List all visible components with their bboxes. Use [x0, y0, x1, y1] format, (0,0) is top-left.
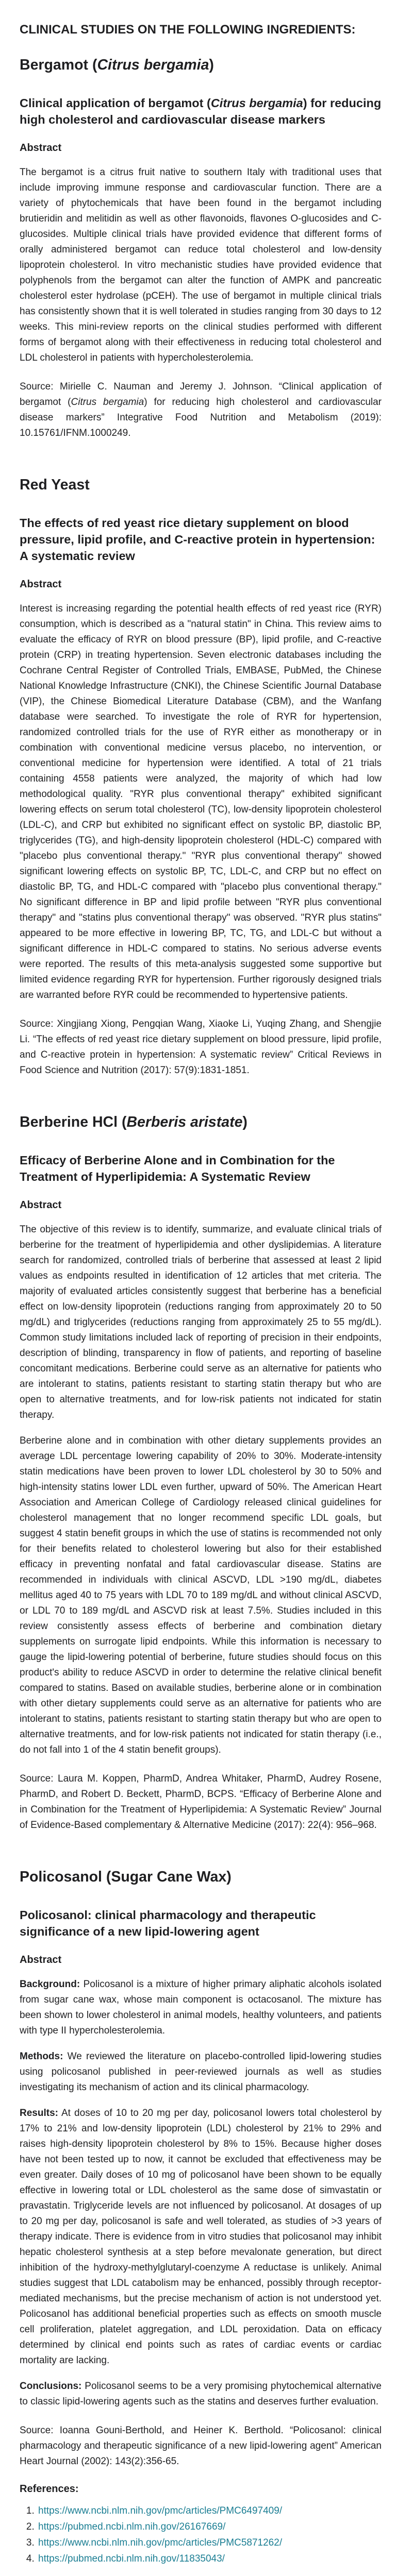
bergamot-source: Source: Mirielle C. Nauman and Jeremy J. Johnson. “Clinical application of bergamot (Citrus bergamia) for reducing high cholesterol and cardiovascular disease markers” Integrative Food Nutrition and Metabolism (2019): 10.15761/IFNM.1000249. [20, 381, 382, 438]
section-policosanol [20, 1868, 382, 2469]
page-title: CLINICAL STUDIES ON THE FOLLOWING INGREDIENTS: [20, 23, 356, 37]
policosanol-heading: Policosanol (Sugar Cane Wax) [20, 1869, 232, 1886]
reference-link-1[interactable]: https://www.ncbi.nlm.nih.gov/pmc/articles/PMC6497409/ [38, 2505, 283, 2517]
conclusions-text: Policosanol seems to be a very promising phytochemical alternative to classic lipid-lowering agents such as the statins and deserves further evaluation. [20, 2381, 382, 2408]
section-red-yeast [20, 476, 382, 1078]
references-heading: References: [20, 2483, 79, 2495]
berberine-study-title: Efficacy of Berberine Alone and in Combination for the Treatment of Hyperlipidemia: A Systematic Review [20, 1154, 335, 1184]
section-bergamot [20, 56, 382, 441]
results-text: At doses of 10 to 20 mg per day, policosanol lowers total cholesterol by 17% to 21% and low-density lipoprotein (LDL) cholesterol by 21% to 29% and raises high-density lipoprotein cholesterol by 8% to 15%. Because higher doses have not been tested up to now, it cannot be excluded that effectiveness may be even greater. Daily doses of 10 mg of policosanol have been shown to be equally effective in lowering total or LDL cholesterol as the same dose of simvastatin or pravastatin. Triglyceride levels are not influenced by policosanol. At dosages of up to 20 mg per day, policosanol is safe and well tolerated, as studies of >3 years of therapy indicate. There is evidence from in vitro studies that policosanol may inhibit hepatic cholesterol synthesis at a step before mevalonate generation, but direct inhibition of the hydroxy-methylglutaryl-coenzyme A reductase is unlikely. Animal studies suggest that LDL catabolism may be enhanced, possibly through receptor-mediated mechanisms, but the precise mechanism of action is not understood yet. Policosanol has additional beneficial properties such as effects on smooth muscle cell proliferation, platelet aggregation, and LDL peroxidation. Data on efficacy determined by clinical end points such as rates of cardiac events or cardiac mortality are lacking. [20, 2108, 382, 2366]
bergamot-abstract-label: Abstract [20, 142, 62, 154]
results-label: Results: [20, 2108, 58, 2119]
policosanol-conclusions-paragraph [20, 2379, 382, 2410]
background-text: Policosanol is a mixture of higher primary aliphatic alcohols isolated from sugar cane wax, whose main component is octacosanol. The mixture has been shown to lower cholesterol in animal models, healthy volunteers, and patients with type II hypercholesterolemia. [20, 1979, 382, 2037]
section-references [20, 2483, 382, 2567]
reference-link-3[interactable]: https://www.ncbi.nlm.nih.gov/pmc/articles/PMC5871262/ [38, 2537, 283, 2549]
bergamot-study-title: Clinical application of bergamot (Citrus bergamia) for reducing high cholesterol and cardiovascular disease markers [20, 96, 382, 126]
policosanol-study-title: Policosanol: clinical pharmacology and therapeutic significance of a new lipid-lowering agent [20, 1908, 316, 1939]
references-list [20, 2503, 382, 2567]
berberine-heading: Berberine HCl (Berberis aristate) [20, 1113, 248, 1130]
reference-link-4[interactable]: https://pubmed.ncbi.nlm.nih.gov/11835043/ [38, 2553, 225, 2565]
berberine-source: Source: Laura M. Koppen, PharmD, Andrea Whitaker, PharmD, Audrey Rosene, PharmD, and Robert D. Beckett, PharmD, BCPS. “Efficacy of Berberine Alone and in Combination for the Treatment of Hyperlipidemia: A Systematic Review” Journal of Evidence-Based complementary & Alternative Medicine (2017): 22(4): 956–968. [20, 1773, 382, 1831]
policosanol-methods-paragraph [20, 2049, 382, 2095]
berberine-abstract-paragraph-1: The objective of this review is to identify, summarize, and evaluate clinical trials of berberine for the treatment of hyperlipidemia and other dyslipidemias. A literature search for randomized, controlled trials of berberine that assessed at least 2 lipid values as endpoints resulted in identification of 12 articles that met criteria. The majority of evaluated articles consistently suggest that berberine has a beneficial effect on low-density lipoprotein (reductions ranging from approximately 20 to 50 mg/dL) and triglycerides (reductions ranging from approximately 25 to 55 mg/dL). Common study limitations included lack of reporting of precision in their endpoints, description of blinding, transparency in flow of patients, and reporting of baseline concomitant medications. Berberine could serve as an alternative for patients who are intolerant to statins, patients resistant to starting statin therapy but who are open to alternative treatments, and for low-risk patients not indicated for statin therapy. [20, 1224, 382, 1421]
red-yeast-heading: Red Yeast [20, 476, 90, 493]
background-label: Background: [20, 1979, 80, 1990]
berberine-abstract-label: Abstract [20, 1199, 62, 1211]
reference-link-2[interactable]: https://pubmed.ncbi.nlm.nih.gov/26167669/ [38, 2521, 226, 2533]
section-berberine [20, 1113, 382, 1833]
policosanol-abstract-label: Abstract [20, 1954, 62, 1966]
methods-text: We reviewed the literature on placebo-controlled lipid-lowering studies using policosanol published in peer-reviewed journals as well as studies investigating its mechanism of action and its clinical pharmacology. [20, 2051, 382, 2093]
red-yeast-source: Source: Xingjiang Xiong, Pengqian Wang, Xiaoke Li, Yuqing Zhang, and Shengjie Li. “The effects of red yeast rice dietary supplement on blood pressure, lipid profile, and C-reactive protein in hypertension: A systematic review” Critical Reviews in Food Science and Nutrition (2017): 57(9):1831-1851. [20, 1018, 382, 1076]
policosanol-results-paragraph [20, 2106, 382, 2368]
red-yeast-study-title: The effects of red yeast rice dietary supplement on blood pressure, lipid profile, and C-reactive protein in hypertension: A systematic review [20, 516, 375, 563]
bergamot-heading: Bergamot (Citrus bergamia) [20, 56, 214, 73]
list-item [37, 2503, 382, 2519]
red-yeast-abstract-text: Interest is increasing regarding the potential health effects of red yeast rice (RYR) consumption, which is described as a "natural statin" in China. This review aims to evaluate the efficacy of RYR on blood pressure (BP), lipid profile, and C-reactive protein (CRP) in treating hypertension. Seven electronic databases including the Cochrane Central Register of Controlled Trials, EMBASE, PubMed, the Chinese National Knowledge Infrastructure (CNKI), the Chinese Scientific Journal Database (VIP), the Chinese Biomedical Literature Database (CBM), and the Wanfang database were searched. To investigate the role of RYR for hypertension, randomized controlled trials for the use of RYR either as monotherapy or in combination with conventional medicine versus placebo, no intervention, or conventional medicine for hypertension were identified. A total of 21 trials containing 4558 patients were analyzed, the majority of which had low methodological quality. "RYR plus conventional therapy" exhibited significant lowering effects on serum total cholesterol (TC), low-density lipoprotein cholesterol (LDL-C), and CRP but exhibited no significant effect on systolic BP, diastolic BP, triglycerides (TG), and high-density lipoprotein cholesterol (HDL-C) compared with "placebo plus conventional therapy." "RYR plus conventional therapy" showed significant lowering effects on systolic BP, TC, LDL-C, and CRP but no effect on diastolic BP, TG, and HDL-C compared with "placebo plus conventional therapy." No significant difference in BP and lipid profile between "RYR plus conventional therapy" and "statins plus conventional therapy" was observed. "RYR plus statins" appeared to be more effective in lowering BP, TC, TG, and LDL-C but without a significant difference in HDL-C compared to statins. No serious adverse events were reported. The results of this meta-analysis suggested some supportive but limited evidence regarding RYR for hypertension. Further rigorously designed trials are warranted before RYR could be recommended to hypertensive patients. [20, 603, 382, 1001]
bergamot-abstract-text: The bergamot is a citrus fruit native to southern Italy with traditional uses that include improving immune response and cardiovascular function. There are a variety of phytochemicals that have been found in the bergamot including brutieridin and melitidin as well as other flavonoids, flavones O-glucosides and C-glucosides. Multiple clinical trials have provided evidence that different forms of orally administered bergamot can reduce total cholesterol and low-density lipoprotein cholesterol. In vitro mechanistic studies have provided evidence that polyphenols from the bergamot can alter the function of AMPK and pancreatic cholesterol ester hydrolase (pCEH). The use of bergamot in multiple clinical trials has consistently shown that it is well tolerated in studies ranging from 30 days to 12 weeks. This mini-review reports on the clinical studies performed with different forms of bergamot along with their effectiveness in reducing total cholesterol and LDL cholesterol in patients with hypercholesterolemia. [20, 166, 382, 363]
red-yeast-abstract-label: Abstract [20, 578, 62, 590]
list-item [37, 2535, 382, 2551]
policosanol-background-paragraph [20, 1977, 382, 2039]
conclusions-label: Conclusions: [20, 2381, 82, 2392]
list-item [37, 2519, 382, 2535]
list-item [37, 2551, 382, 2567]
methods-label: Methods: [20, 2051, 63, 2062]
policosanol-source: Source: Ioanna Gouni-Berthold, and Heiner K. Berthold. “Policosanol: clinical pharmacology and therapeutic significance of a new lipid-lowering agent” American Heart Journal (2002): 143(2):356-65. [20, 2425, 382, 2467]
berberine-abstract-paragraph-2: Berberine alone and in combination with other dietary supplements provides an average LDL percentage lowering capability of 20% to 30%. Moderate-intensity statin medications have been proven to lower LDL cholesterol by 30 to 50% and high-intensity statins lower LDL even further, upward of 50%. The American Heart Association and American College of Cardiology released clinical guidelines for cholesterol management that no longer recommend specific LDL goals, but suggest 4 statin benefit groups in which the use of statins is recommended not only for their benefits related to cholesterol lowering but also for their established efficacy in preventing nonfatal and fatal cardiovascular disease. Statins are recommended in individuals with clinical ASCVD, LDL >190 mg/dL, diabetes mellitus aged 40 to 75 years with LDL 70 to 189 mg/dL and without clinical ASCVD, or LDL 70 to 189 mg/dL and ASCVD risk at least 7.5%. Studies included in this review consistently assess effects of berberine and combination dietary supplements on surrogate lipid endpoints. While this information is necessary to gauge the lipid-lowering potential of berberine, future studies should focus on this product's ability to reduce ASCVD in order to determine the relative clinical benefit compared to statins. Based on available studies, berberine alone or in combination with other dietary supplements could serve as an alternative for patients who are intolerant to statins, patients resistant to starting statin therapy but who are open to alternative treatments, and for low-risk patients not indicated for statin therapy (i.e., do not fall into 1 of the 4 statin benefit groups). [20, 1435, 382, 1756]
